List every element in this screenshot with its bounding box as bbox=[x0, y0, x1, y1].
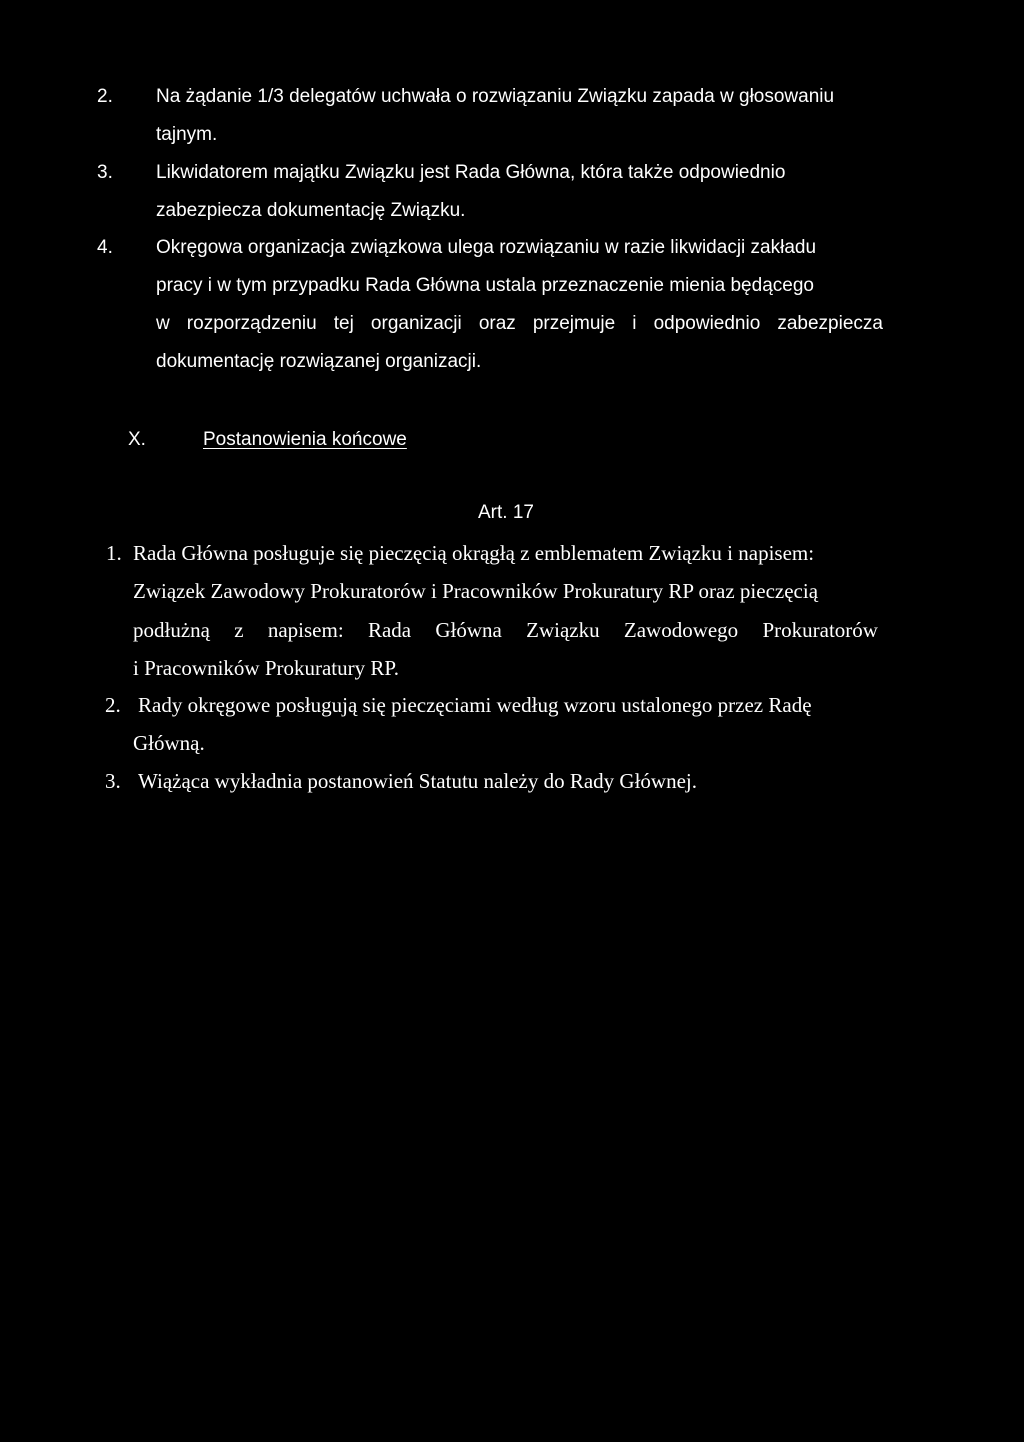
paragraph-line-justified bbox=[133, 617, 878, 643]
paragraph-line: zabezpiecza dokumentację Związku. bbox=[156, 200, 466, 221]
word: oraz bbox=[478, 313, 516, 334]
word: odpowiednio bbox=[653, 313, 761, 334]
word: rozporządzeniu bbox=[186, 313, 317, 334]
paragraph-line: Rady okręgowe posługują się pieczęciami według wzoru ustalonego przez Radę bbox=[138, 693, 812, 717]
word: z bbox=[234, 618, 244, 642]
list-number: 3. bbox=[97, 162, 113, 183]
word: Prokuratorów bbox=[762, 618, 878, 642]
paragraph-line: Likwidatorem majątku Związku jest Rada Główna, która także odpowiednio bbox=[156, 162, 786, 183]
word: i bbox=[632, 313, 637, 334]
article-heading: Art. 17 bbox=[478, 502, 534, 523]
paragraph-line: Okręgowa organizacja związkowa ulega rozwiązaniu w razie likwidacji zakładu bbox=[156, 237, 817, 258]
word: Związku bbox=[526, 618, 600, 642]
paragraph-line: tajnym. bbox=[156, 124, 218, 145]
paragraph-line-justified bbox=[156, 311, 883, 337]
paragraph-line: pracy i w tym przypadku Rada Główna ustala przeznaczenie mienia będącego bbox=[156, 275, 814, 296]
word: przejmuje bbox=[532, 313, 616, 334]
section-number: X. bbox=[128, 429, 146, 450]
paragraph-line: dokumentację rozwiązanej organizacji. bbox=[156, 351, 482, 372]
paragraph-line: Rada Główna posługuje się pieczęcią okrągłą z emblematem Związku i napisem: bbox=[133, 541, 815, 565]
list-number: 4. bbox=[97, 237, 113, 258]
word: organizacji bbox=[370, 313, 462, 334]
paragraph-line: Na żądanie 1/3 delegatów uchwała o rozwiązaniu Związku zapada w głosowaniu bbox=[156, 86, 835, 107]
list-number: 2. bbox=[97, 86, 113, 107]
list-number: 2. bbox=[105, 693, 121, 717]
word: Zawodowego bbox=[623, 618, 739, 642]
word: Rada bbox=[367, 618, 412, 642]
list-number: 3. bbox=[105, 769, 121, 793]
paragraph-line: Wiążąca wykładnia postanowień Statutu należy do Rady Głównej. bbox=[138, 769, 697, 793]
paragraph-line: i Pracowników Prokuratury RP. bbox=[133, 656, 399, 680]
paragraph-line: Związek Zawodowy Prokuratorów i Pracowników Prokuratury RP oraz pieczęcią bbox=[133, 579, 819, 603]
word: zabezpiecza bbox=[777, 313, 883, 334]
word: tej bbox=[333, 313, 354, 334]
section-title: Postanowienia końcowe bbox=[203, 429, 407, 450]
list-number: 1. bbox=[106, 541, 122, 565]
word: Główna bbox=[435, 618, 502, 642]
word: w bbox=[156, 313, 170, 334]
paragraph-line: Główną. bbox=[133, 731, 205, 755]
word: podłużną bbox=[133, 618, 210, 642]
word: napisem: bbox=[267, 618, 344, 642]
